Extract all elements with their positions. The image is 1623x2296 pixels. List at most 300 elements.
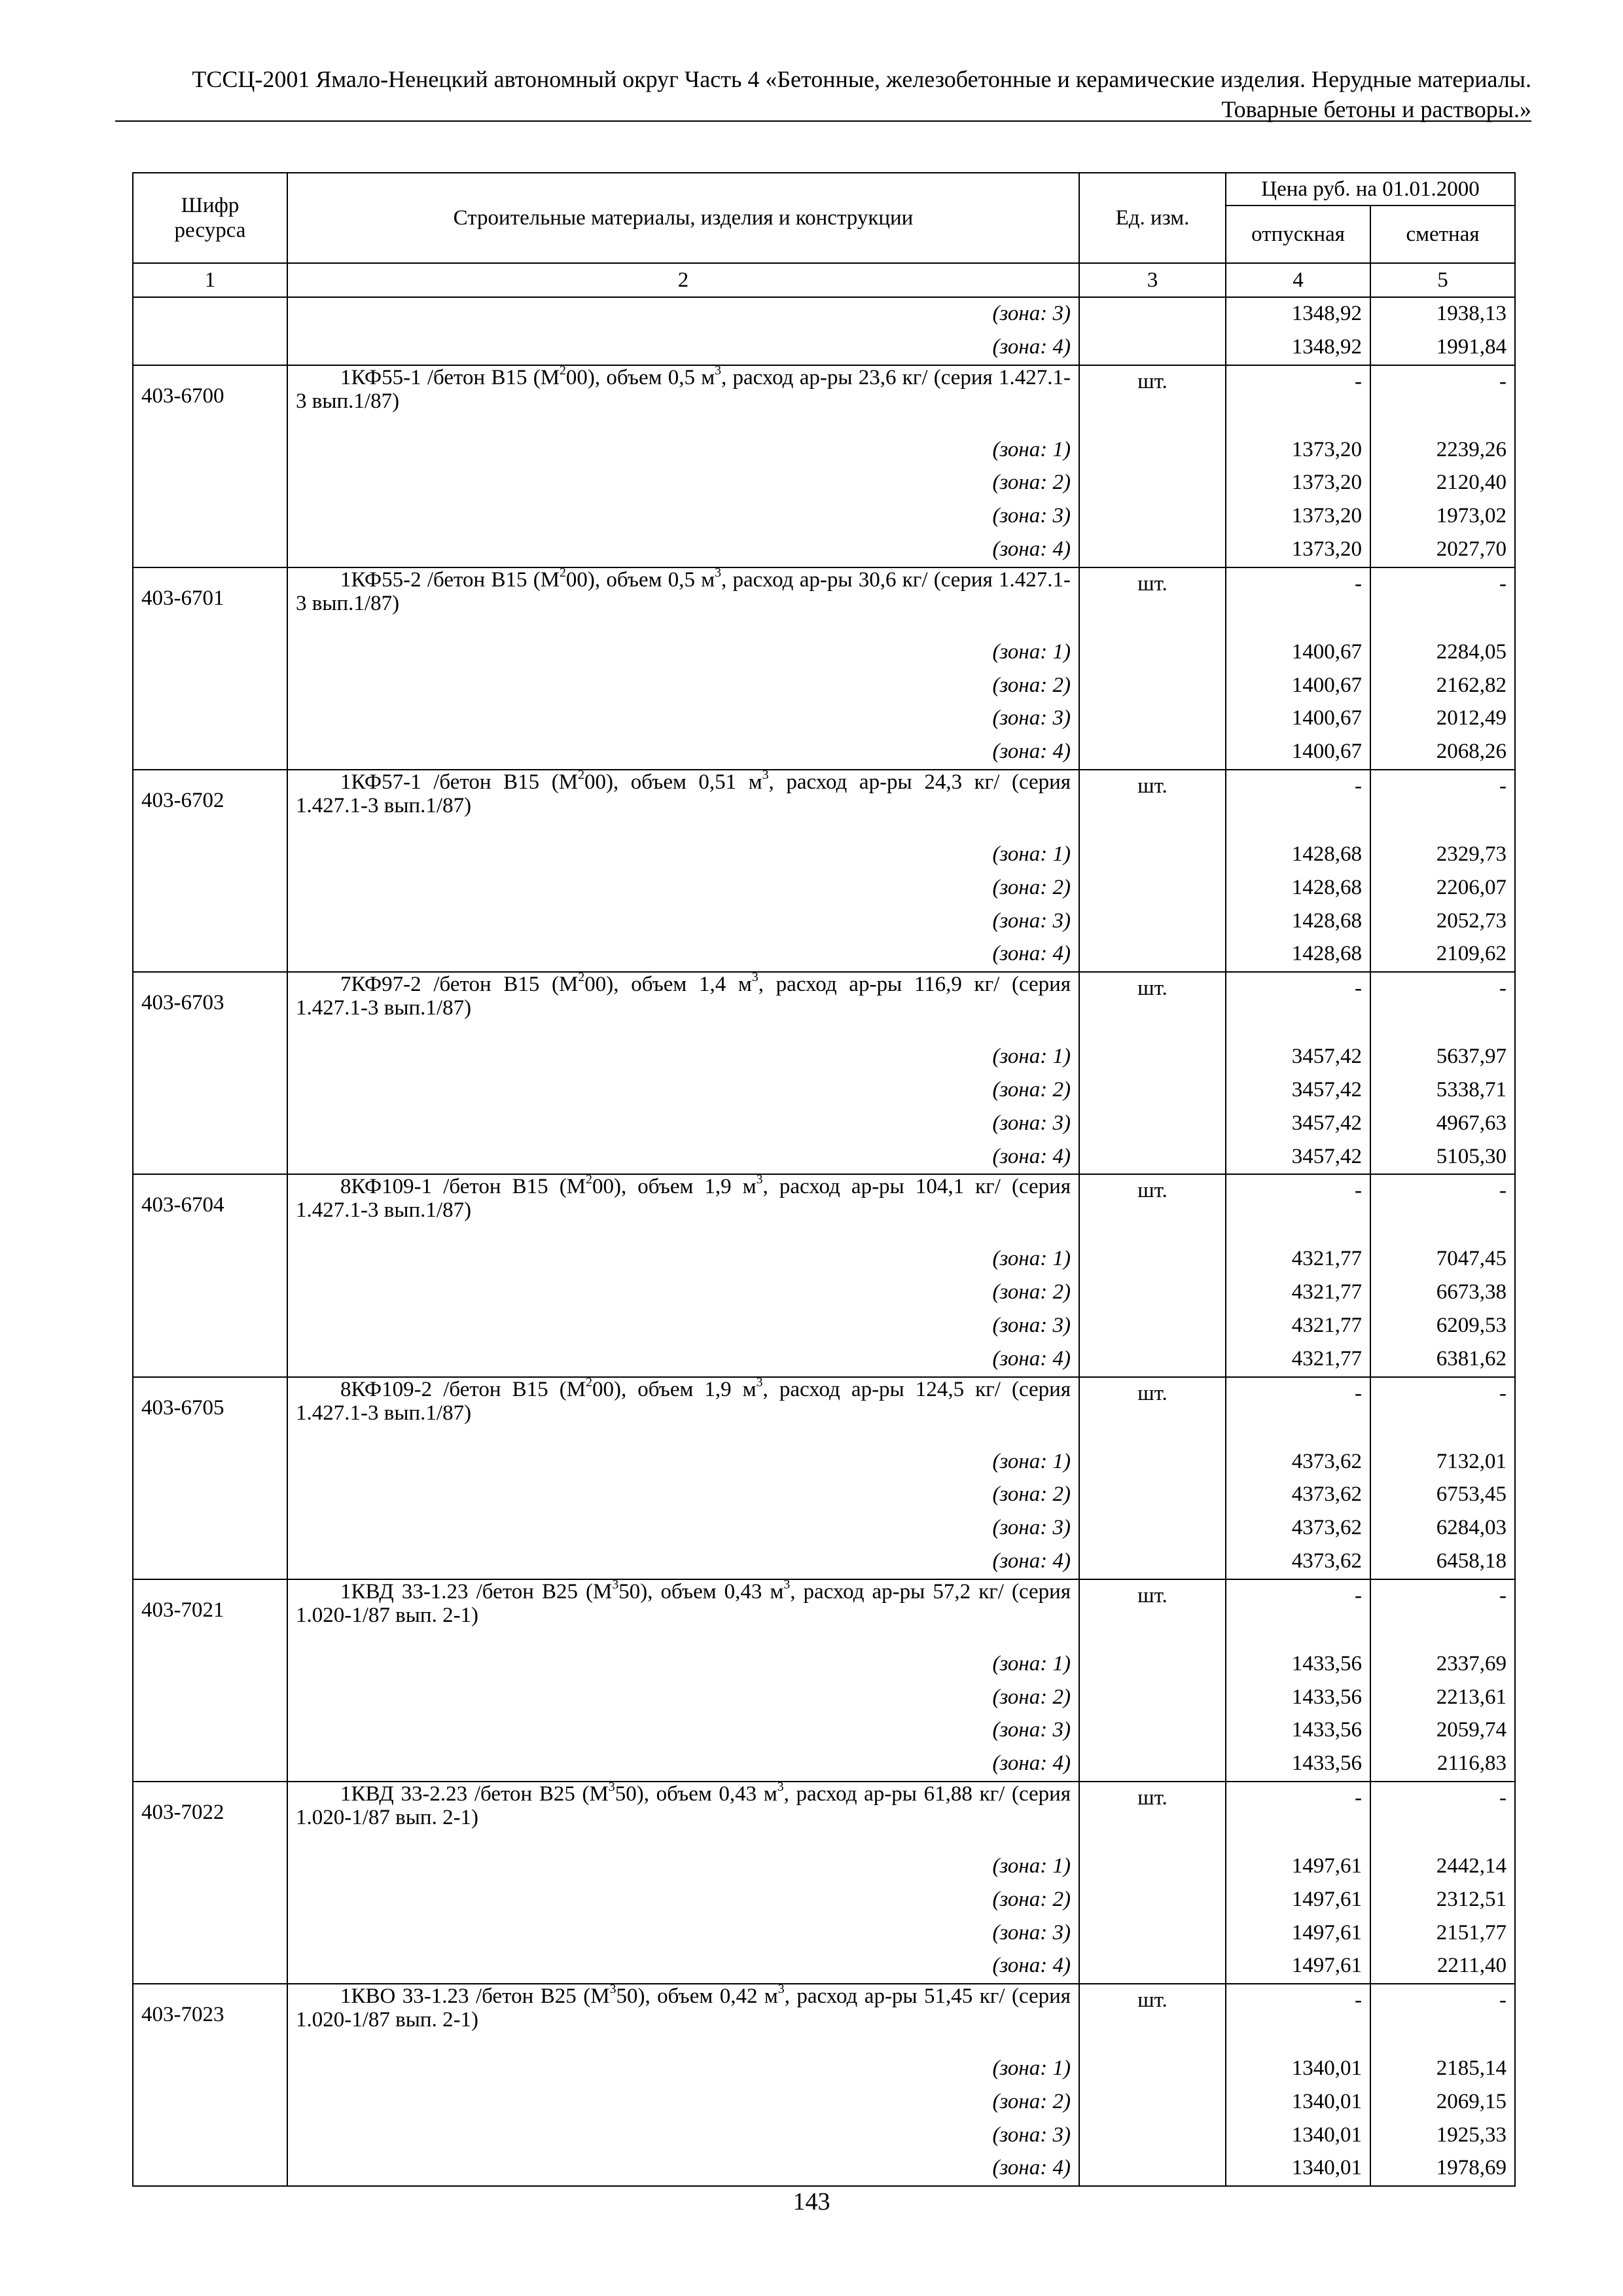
zone-label: (зона: 1) — [287, 1041, 1079, 1074]
empty-unit-cell — [1079, 1310, 1226, 1343]
zone-label: (зона: 1) — [287, 2053, 1079, 2086]
estimate-price: - — [1370, 972, 1515, 1041]
zone-row — [133, 1479, 1515, 1512]
empty-unit-cell — [1079, 1479, 1226, 1512]
wholesale-price: 3457,42 — [1226, 1107, 1370, 1141]
zone-label: (зона: 4) — [287, 1748, 1079, 1782]
empty-unit-cell — [1079, 297, 1226, 331]
empty-code-cell — [133, 636, 287, 670]
header-price: Цена руб. на 01.01.2000 — [1226, 173, 1515, 206]
zone-label: (зона: 3) — [287, 1917, 1079, 1950]
estimate-price: 2069,15 — [1370, 2086, 1515, 2119]
zone-label: (зона: 2) — [287, 2086, 1079, 2119]
estimate-price: 2162,82 — [1370, 670, 1515, 703]
page-number: 143 — [793, 2188, 830, 2215]
zone-label: (зона: 3) — [287, 905, 1079, 939]
header-code: Шифр ресурса — [133, 173, 287, 263]
resource-code: 403-7021 — [133, 1579, 287, 1648]
zone-label: (зона: 1) — [287, 636, 1079, 670]
wholesale-price: 1400,67 — [1226, 736, 1370, 770]
zone-row — [133, 533, 1515, 567]
superscript: 3 — [608, 1779, 615, 1794]
resource-code: 403-7023 — [133, 1984, 287, 2053]
wholesale-price: 1428,68 — [1226, 838, 1370, 872]
wholesale-price: 4321,77 — [1226, 1343, 1370, 1377]
empty-code-cell — [133, 1343, 287, 1377]
wholesale-price: - — [1226, 1377, 1370, 1446]
material-name-part: 1КФ55-1 /бетон В15 (М — [340, 365, 560, 389]
material-name — [287, 1374, 1079, 1446]
wholesale-price: 1373,20 — [1226, 500, 1370, 533]
material-name-part: , расход ар-ры 61,88 кг/ (серия 1.020-1/87 вып. 2-1) — [296, 1782, 1071, 1829]
material-name — [287, 365, 1079, 434]
wholesale-price: 1340,01 — [1226, 2086, 1370, 2119]
estimate-price: - — [1370, 567, 1515, 636]
table-row — [133, 567, 1515, 636]
header-rule — [115, 120, 1531, 122]
material-name — [287, 1174, 1079, 1243]
material-name-part: 00), объем 1,9 м — [592, 1377, 757, 1401]
superscript: 2 — [578, 768, 584, 782]
empty-unit-cell — [1079, 1107, 1226, 1141]
estimate-price: 2442,14 — [1370, 1850, 1515, 1884]
empty-unit-cell — [1079, 1917, 1226, 1950]
wholesale-price: 1373,20 — [1226, 533, 1370, 567]
empty-unit-cell — [1079, 905, 1226, 939]
zone-label: (зона: 4) — [287, 331, 1079, 365]
empty-unit-cell — [1079, 1648, 1226, 1681]
zone-row — [133, 2152, 1515, 2186]
empty-code-cell — [133, 905, 287, 939]
wholesale-price: - — [1226, 1984, 1370, 2053]
wholesale-price: 1373,20 — [1226, 467, 1370, 500]
empty-unit-cell — [1079, 1748, 1226, 1782]
wholesale-price: - — [1226, 972, 1370, 1041]
empty-code-cell — [133, 1243, 287, 1276]
empty-unit-cell — [1079, 467, 1226, 500]
material-name-part: , расход ар-ры 104,1 кг/ (серия 1.427.1-3 вып.1/87) — [296, 1175, 1071, 1223]
wholesale-price: 1340,01 — [1226, 2053, 1370, 2086]
empty-unit-cell — [1079, 2053, 1226, 2086]
zone-row — [133, 736, 1515, 770]
table-row — [133, 770, 1515, 838]
material-name-part: 8КФ109-2 /бетон В15 (М — [340, 1377, 586, 1401]
zone-row — [133, 297, 1515, 331]
zone-label: (зона: 4) — [287, 938, 1079, 972]
material-name — [287, 1779, 1079, 1850]
superscript: 3 — [715, 363, 721, 378]
superscript: 3 — [783, 1577, 791, 1592]
empty-unit-cell — [1079, 1343, 1226, 1377]
estimate-price: 2120,40 — [1370, 467, 1515, 500]
material-name-part: , расход ар-ры 116,9 кг/ (серия 1.427.1-3 вып.1/87) — [296, 973, 1071, 1020]
column-number: 4 — [1226, 263, 1370, 297]
zone-row — [133, 1545, 1515, 1579]
material-name-part: 1КФ57-1 /бетон В15 (М — [340, 770, 579, 794]
material-name-part: 50), объем 0,42 м — [616, 1984, 778, 2009]
empty-unit-cell — [1079, 1074, 1226, 1107]
empty-code-cell — [133, 1884, 287, 1917]
zone-label: (зона: 4) — [287, 1950, 1079, 1984]
wholesale-price: - — [1226, 1174, 1370, 1243]
empty-unit-cell — [1079, 938, 1226, 972]
superscript: 2 — [586, 1374, 592, 1390]
zone-row — [133, 434, 1515, 467]
empty-unit-cell — [1079, 2119, 1226, 2153]
wholesale-price: 1433,56 — [1226, 1681, 1370, 1715]
wholesale-price: 1400,67 — [1226, 670, 1370, 703]
superscript: 2 — [578, 970, 585, 985]
zone-label: (зона: 2) — [287, 1884, 1079, 1917]
material-name-part: , расход ар-ры 23,6 кг/ (серия 1.427.1-3 вып.1/87) — [296, 365, 1071, 413]
empty-code-cell — [133, 434, 287, 467]
empty-code-cell — [133, 331, 287, 365]
zone-label: (зона: 1) — [287, 1243, 1079, 1276]
wholesale-price: 1428,68 — [1226, 938, 1370, 972]
empty-unit-cell — [1079, 736, 1226, 770]
zone-row — [133, 467, 1515, 500]
unit-cell: шт. — [1079, 1377, 1226, 1446]
estimate-price: 2337,69 — [1370, 1648, 1515, 1681]
material-name-part: 7КФ97-2 /бетон В15 (М — [340, 973, 579, 997]
material-name — [287, 1984, 1079, 2053]
empty-code-cell — [133, 2086, 287, 2119]
zone-label: (зона: 3) — [287, 2119, 1079, 2153]
estimate-price: 6753,45 — [1370, 1479, 1515, 1512]
empty-code-cell — [133, 1512, 287, 1545]
material-name-part: 00), объем 0,51 м — [584, 770, 762, 794]
superscript: 2 — [586, 1172, 592, 1187]
zone-label: (зона: 1) — [287, 434, 1079, 467]
header-line-2: Товарные бетоны и растворы.» — [1221, 96, 1531, 122]
zone-label: (зона: 3) — [287, 702, 1079, 736]
estimate-price: 1978,69 — [1370, 2152, 1515, 2186]
estimate-price: 2329,73 — [1370, 838, 1515, 872]
empty-code-cell — [133, 533, 287, 567]
estimate-price: 5637,97 — [1370, 1041, 1515, 1074]
column-number: 3 — [1079, 263, 1226, 297]
estimate-price: 2211,40 — [1370, 1950, 1515, 1984]
estimate-price: 1925,33 — [1370, 2119, 1515, 2153]
wholesale-price: 1400,67 — [1226, 702, 1370, 736]
material-name-part: 1КВД 33-2.23 /бетон В25 (М — [340, 1782, 609, 1806]
unit-cell: шт. — [1079, 770, 1226, 838]
zone-row — [133, 500, 1515, 533]
wholesale-price: - — [1226, 1579, 1370, 1648]
estimate-price: 7047,45 — [1370, 1243, 1515, 1276]
empty-code-cell — [133, 1141, 287, 1175]
resource-code: 403-6700 — [133, 365, 287, 434]
zone-row — [133, 2086, 1515, 2119]
empty-unit-cell — [1079, 1512, 1226, 1545]
zone-row — [133, 1917, 1515, 1950]
estimate-price: 1991,84 — [1370, 331, 1515, 365]
empty-unit-cell — [1079, 1714, 1226, 1748]
material-name-part: 1КВД 33-1.23 /бетон В25 (М — [340, 1579, 613, 1604]
unit-cell: шт. — [1079, 365, 1226, 434]
superscript: 3 — [612, 1577, 619, 1592]
empty-unit-cell — [1079, 670, 1226, 703]
material-name-part: 8КФ109-1 /бетон В15 (М — [340, 1175, 586, 1199]
material-name-part: , расход ар-ры 24,3 кг/ (серия 1.427.1-3 вып.1/87) — [296, 770, 1071, 817]
zone-row — [133, 1648, 1515, 1681]
zone-row — [133, 331, 1515, 365]
empty-unit-cell — [1079, 1545, 1226, 1579]
column-number: 2 — [287, 263, 1079, 297]
table-row — [133, 1984, 1515, 2053]
empty-code-cell — [133, 702, 287, 736]
estimate-price: 2284,05 — [1370, 636, 1515, 670]
header-estimate: сметная — [1370, 206, 1515, 263]
superscript: 2 — [560, 565, 566, 580]
empty-code-cell — [133, 1074, 287, 1107]
wholesale-price: 1428,68 — [1226, 872, 1370, 905]
zone-row — [133, 872, 1515, 905]
material-name-part: , расход ар-ры 124,5 кг/ (серия 1.427.1-3 вып.1/87) — [296, 1377, 1071, 1425]
zone-row — [133, 2053, 1515, 2086]
zone-label: (зона: 3) — [287, 1512, 1079, 1545]
zone-label: (зона: 3) — [287, 1107, 1079, 1141]
empty-code-cell — [133, 1850, 287, 1884]
wholesale-price: 1428,68 — [1226, 905, 1370, 939]
wholesale-price: 1348,92 — [1226, 331, 1370, 365]
header-unit: Ед. изм. — [1079, 173, 1226, 263]
zone-label: (зона: 1) — [287, 1850, 1079, 1884]
zone-row — [133, 702, 1515, 736]
wholesale-price: 1497,61 — [1226, 1850, 1370, 1884]
wholesale-price: - — [1226, 567, 1370, 636]
zone-row — [133, 1884, 1515, 1917]
material-name-part: 50), объем 0,43 м — [615, 1782, 777, 1806]
zone-label: (зона: 3) — [287, 500, 1079, 533]
empty-code-cell — [133, 1310, 287, 1343]
wholesale-price: 4373,62 — [1226, 1545, 1370, 1579]
wholesale-price: 4321,77 — [1226, 1243, 1370, 1276]
table-row — [133, 1377, 1515, 1446]
table-row — [133, 972, 1515, 1041]
zone-row — [133, 905, 1515, 939]
estimate-price: 6284,03 — [1370, 1512, 1515, 1545]
zone-label: (зона: 2) — [287, 467, 1079, 500]
wholesale-price: 1433,56 — [1226, 1748, 1370, 1782]
empty-unit-cell — [1079, 2086, 1226, 2119]
zone-label: (зона: 4) — [287, 1545, 1079, 1579]
empty-unit-cell — [1079, 1243, 1226, 1276]
empty-unit-cell — [1079, 533, 1226, 567]
zone-row — [133, 1512, 1515, 1545]
empty-code-cell — [133, 467, 287, 500]
wholesale-price: 4321,77 — [1226, 1310, 1370, 1343]
material-name-part: 00), объем 1,4 м — [584, 973, 752, 997]
estimate-price: - — [1370, 1984, 1515, 2053]
wholesale-price: 1348,92 — [1226, 297, 1370, 331]
material-name-part: 00), объем 1,9 м — [592, 1175, 757, 1199]
empty-code-cell — [133, 2152, 287, 2186]
zone-label: (зона: 1) — [287, 1446, 1079, 1479]
estimate-price: 5338,71 — [1370, 1074, 1515, 1107]
empty-unit-cell — [1079, 500, 1226, 533]
superscript: 3 — [751, 970, 758, 985]
header-line-1: ТССЦ-2001 Ямало-Ненецкий автономный округ Часть 4 «Бетонные, железобетонные и керамические изделия. Нерудные материалы. — [192, 66, 1531, 92]
empty-unit-cell — [1079, 1884, 1226, 1917]
zone-row — [133, 1714, 1515, 1748]
table-row — [133, 1782, 1515, 1850]
estimate-price: 7132,01 — [1370, 1446, 1515, 1479]
empty-code-cell — [133, 2119, 287, 2153]
wholesale-price: 1400,67 — [1226, 636, 1370, 670]
unit-cell: шт. — [1079, 1579, 1226, 1648]
estimate-price: 1973,02 — [1370, 500, 1515, 533]
resource-code: 403-6702 — [133, 770, 287, 838]
superscript: 3 — [756, 1374, 763, 1390]
wholesale-price: - — [1226, 365, 1370, 434]
wholesale-price: 3457,42 — [1226, 1074, 1370, 1107]
wholesale-price: 3457,42 — [1226, 1141, 1370, 1175]
estimate-price: 6673,38 — [1370, 1276, 1515, 1310]
zone-row — [133, 1041, 1515, 1074]
empty-unit-cell — [1079, 1950, 1226, 1984]
resource-code: 403-6701 — [133, 567, 287, 636]
estimate-price: 2059,74 — [1370, 1714, 1515, 1748]
estimate-price: 2312,51 — [1370, 1884, 1515, 1917]
unit-cell: шт. — [1079, 1782, 1226, 1850]
estimate-price: 2213,61 — [1370, 1681, 1515, 1715]
estimate-price: - — [1370, 365, 1515, 434]
zone-label: (зона: 3) — [287, 1310, 1079, 1343]
empty-code-cell — [133, 500, 287, 533]
empty-code-cell — [133, 2053, 287, 2086]
estimate-price: 2185,14 — [1370, 2053, 1515, 2086]
empty-unit-cell — [1079, 838, 1226, 872]
zone-label: (зона: 4) — [287, 1343, 1079, 1377]
superscript: 2 — [560, 363, 566, 378]
zone-row — [133, 838, 1515, 872]
empty-unit-cell — [1079, 702, 1226, 736]
price-table — [132, 172, 1516, 2187]
material-name-part: 1КВО 33-1.23 /бетон В25 (М — [340, 1984, 610, 2009]
wholesale-price: 4373,62 — [1226, 1479, 1370, 1512]
empty-code-cell — [133, 1276, 287, 1310]
zone-row — [133, 670, 1515, 703]
unit-cell: шт. — [1079, 972, 1226, 1041]
material-name — [287, 567, 1079, 636]
empty-code-cell — [133, 1714, 287, 1748]
zone-row — [133, 1950, 1515, 1984]
zone-row — [133, 1748, 1515, 1782]
estimate-price: 2068,26 — [1370, 736, 1515, 770]
empty-code-cell — [133, 1041, 287, 1074]
unit-cell: шт. — [1079, 567, 1226, 636]
empty-code-cell — [133, 1748, 287, 1782]
zone-row — [133, 1850, 1515, 1884]
header-wholesale: отпускная — [1226, 206, 1370, 263]
zone-label: (зона: 2) — [287, 1276, 1079, 1310]
zone-label: (зона: 2) — [287, 670, 1079, 703]
empty-unit-cell — [1079, 872, 1226, 905]
empty-code-cell — [133, 297, 287, 331]
empty-code-cell — [133, 938, 287, 972]
zone-label: (зона: 4) — [287, 1141, 1079, 1175]
empty-code-cell — [133, 1648, 287, 1681]
estimate-price: 6458,18 — [1370, 1545, 1515, 1579]
empty-unit-cell — [1079, 1681, 1226, 1715]
wholesale-price: 1373,20 — [1226, 434, 1370, 467]
table-row — [133, 365, 1515, 434]
empty-unit-cell — [1079, 434, 1226, 467]
empty-code-cell — [133, 1917, 287, 1950]
estimate-price: - — [1370, 1174, 1515, 1243]
zone-label: (зона: 2) — [287, 872, 1079, 905]
zone-label: (зона: 1) — [287, 838, 1079, 872]
empty-code-cell — [133, 1950, 287, 1984]
material-name-part: 00), объем 0,5 м — [565, 365, 715, 389]
estimate-price: 2239,26 — [1370, 434, 1515, 467]
empty-code-cell — [133, 838, 287, 872]
wholesale-price: 4373,62 — [1226, 1512, 1370, 1545]
empty-code-cell — [133, 872, 287, 905]
wholesale-price: - — [1226, 1782, 1370, 1850]
empty-unit-cell — [1079, 1446, 1226, 1479]
estimate-price: - — [1370, 1782, 1515, 1850]
zone-label: (зона: 2) — [287, 1074, 1079, 1107]
wholesale-price: - — [1226, 770, 1370, 838]
empty-unit-cell — [1079, 331, 1226, 365]
superscript: 3 — [756, 1172, 763, 1187]
empty-unit-cell — [1079, 1276, 1226, 1310]
wholesale-price: 1340,01 — [1226, 2152, 1370, 2186]
zone-row — [133, 2119, 1515, 2153]
zone-row — [133, 1107, 1515, 1141]
estimate-price: 2116,83 — [1370, 1748, 1515, 1782]
superscript: 3 — [715, 565, 721, 580]
zone-label: (зона: 4) — [287, 533, 1079, 567]
wholesale-price: 4373,62 — [1226, 1446, 1370, 1479]
estimate-price: 5105,30 — [1370, 1141, 1515, 1175]
material-name-part: , расход ар-ры 57,2 кг/ (серия 1.020-1/87 вып. 2-1) — [296, 1579, 1071, 1627]
superscript: 3 — [777, 1982, 785, 1997]
empty-code-cell — [133, 1681, 287, 1715]
zone-label: (зона: 4) — [287, 736, 1079, 770]
zone-label: (зона: 3) — [287, 1714, 1079, 1748]
estimate-price: 2012,49 — [1370, 702, 1515, 736]
zone-row — [133, 1310, 1515, 1343]
wholesale-price: 1497,61 — [1226, 1950, 1370, 1984]
superscript: 3 — [609, 1982, 616, 1997]
column-number: 1 — [133, 263, 287, 297]
material-name-part: , расход ар-ры 30,6 кг/ (серия 1.427.1-3 вып.1/87) — [296, 567, 1071, 615]
estimate-price: 4967,63 — [1370, 1107, 1515, 1141]
estimate-price: 6381,62 — [1370, 1343, 1515, 1377]
estimate-price: 6209,53 — [1370, 1310, 1515, 1343]
estimate-price: 2027,70 — [1370, 533, 1515, 567]
column-number: 5 — [1370, 263, 1515, 297]
empty-code-cell — [133, 670, 287, 703]
empty-unit-cell — [1079, 2152, 1226, 2186]
wholesale-price: 1340,01 — [1226, 2119, 1370, 2153]
empty-code-cell — [133, 1479, 287, 1512]
estimate-price: - — [1370, 1579, 1515, 1648]
wholesale-price: 1497,61 — [1226, 1884, 1370, 1917]
table-body — [133, 297, 1515, 2186]
material-name — [287, 1579, 1079, 1648]
zone-label: (зона: 2) — [287, 1479, 1079, 1512]
empty-unit-cell — [1079, 1850, 1226, 1884]
zone-row — [133, 1276, 1515, 1310]
unit-cell: шт. — [1079, 1984, 1226, 2053]
wholesale-price: 1497,61 — [1226, 1917, 1370, 1950]
zone-label: (зона: 3) — [287, 297, 1079, 331]
empty-unit-cell — [1079, 636, 1226, 670]
